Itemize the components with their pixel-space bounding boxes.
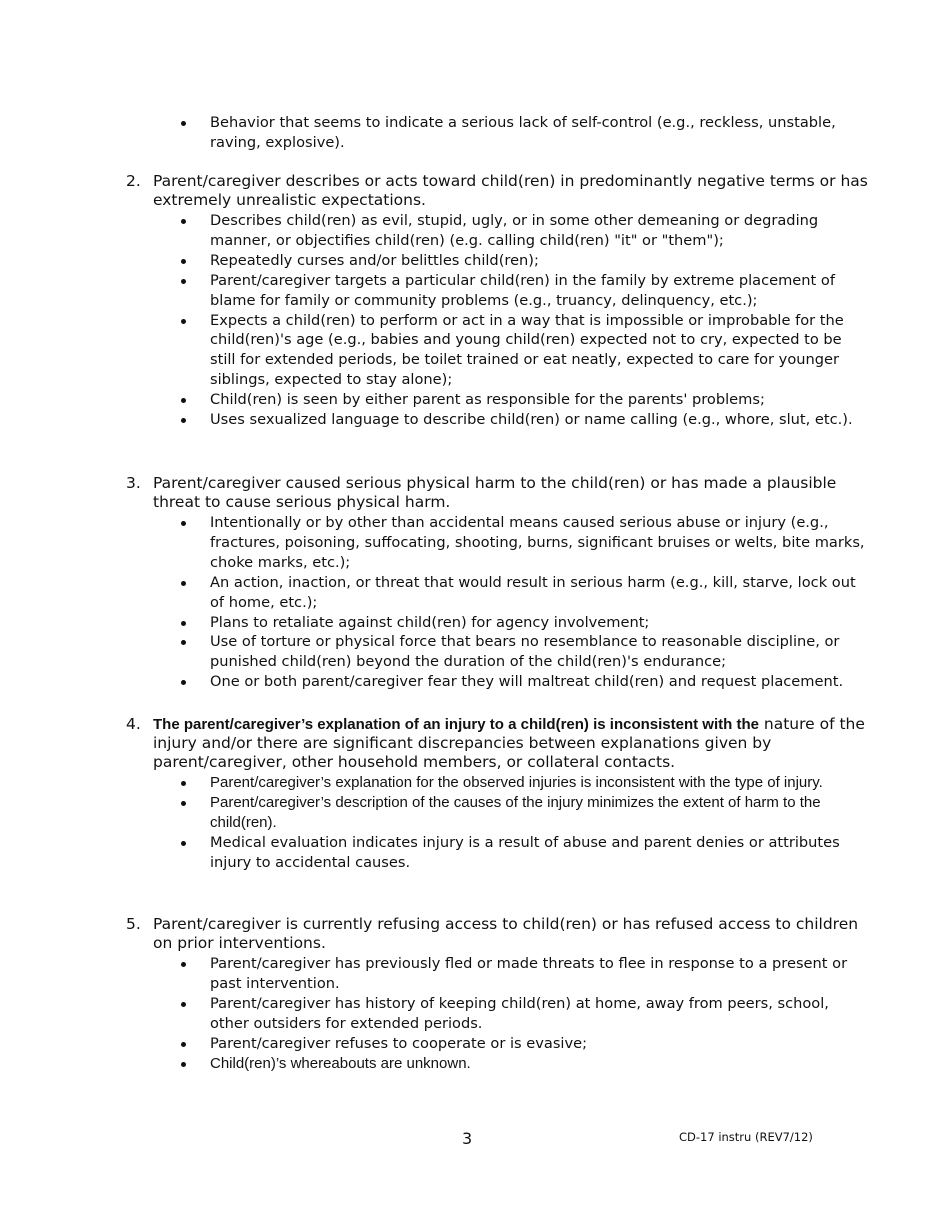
item-heading: Parent/caregiver describes or acts toward child(ren) in predominantly negative terms or has extremely unrealistic expectations.	[153, 172, 868, 209]
list-item: Parent/caregiver refuses to cooperate or is evasive;	[126, 1034, 871, 1054]
item-number: 4.	[126, 715, 141, 733]
bullet-icon	[181, 418, 186, 423]
criterion-2	[126, 172, 871, 430]
bullet-icon	[181, 521, 186, 526]
item-heading: Parent/caregiver is currently refusing access to child(ren) or has refused access to children on prior interventions.	[153, 915, 859, 952]
bullet-icon	[181, 841, 186, 846]
list-item: Parent/caregiver has previously fled or made threats to flee in response to a present or past intervention.	[126, 954, 871, 994]
criterion-3	[126, 474, 871, 692]
bullet-icon	[181, 319, 186, 324]
list-item: Expects a child(ren) to perform or act in a way that is impossible or improbable for the child(ren)'s age (e.g., babies and young child(ren) expected not to cry, expected to be still for extended periods, be toilet trained or eat neatly, expected to care for younger siblings, expected to stay alone);	[126, 311, 871, 391]
criterion-4	[126, 715, 871, 873]
criterion-5	[126, 915, 871, 1073]
item-heading	[153, 715, 871, 772]
list-item: Medical evaluation indicates injury is a result of abuse and parent denies or attributes injury to accidental causes.	[126, 833, 871, 873]
bullet-icon	[181, 962, 186, 967]
bullet-icon	[181, 581, 186, 586]
list-item: Intentionally or by other than accidental means caused serious abuse or injury (e.g., fractures, poisoning, suffocating, shooting, burns, significant bruises or welts, bite marks, choke marks, etc.);	[126, 513, 871, 573]
bullet-icon	[181, 781, 186, 786]
bullet-icon	[181, 801, 186, 806]
continued-list	[126, 113, 871, 153]
list-item: Parent/caregiver’s explanation for the observed injuries is inconsistent with the type of injury.	[126, 773, 871, 793]
list-item: Plans to retaliate against child(ren) for agency involvement;	[126, 613, 871, 633]
bullet-icon	[181, 1042, 186, 1047]
form-identifier: CD-17 instru (REV7/12)	[679, 1130, 813, 1144]
bullet-icon	[181, 1002, 186, 1007]
item-heading-rest: nature of the injury and/or there are significant discrepancies between explanations given by parent/caregiver, other household members, or collateral contacts.	[153, 715, 865, 771]
list-item: Child(ren)’s whereabouts are unknown.	[126, 1054, 871, 1074]
list-item: Use of torture or physical force that bears no resemblance to reasonable discipline, or punished child(ren) beyond the duration of the child(ren)'s endurance;	[126, 632, 871, 672]
list-item: An action, inaction, or threat that would result in serious harm (e.g., kill, starve, lock out of home, etc.);	[126, 573, 871, 613]
bullet-icon	[181, 219, 186, 224]
list-item: Child(ren) is seen by either parent as responsible for the parents' problems;	[126, 390, 871, 410]
bullet-icon	[181, 1062, 186, 1067]
list-item: Behavior that seems to indicate a serious lack of self-control (e.g., reckless, unstable, raving, explosive).	[126, 113, 871, 153]
bullet-icon	[181, 279, 186, 284]
list-item: Parent/caregiver targets a particular child(ren) in the family by extreme placement of blame for family or community problems (e.g., truancy, delinquency, etc.);	[126, 271, 871, 311]
item-number: 2.	[126, 172, 141, 190]
item-number: 3.	[126, 474, 141, 492]
bullet-icon	[181, 621, 186, 626]
page-number: 3	[462, 1129, 473, 1148]
list-item: Parent/caregiver’s description of the causes of the injury minimizes the extent of harm to the child(ren).	[126, 793, 871, 833]
list-item: Uses sexualized language to describe child(ren) or name calling (e.g., whore, slut, etc.).	[126, 410, 871, 430]
bullet-icon	[181, 680, 186, 685]
bullet-icon	[181, 259, 186, 264]
item-heading-bold: The parent/caregiver’s explanation of an injury to a child(ren) is inconsistent with the	[153, 716, 759, 733]
item-heading: Parent/caregiver caused serious physical harm to the child(ren) or has made a plausible threat to cause serious physical harm.	[153, 474, 837, 511]
list-item: Repeatedly curses and/or belittles child(ren);	[126, 251, 871, 271]
item-number: 5.	[126, 915, 141, 933]
list-item: Parent/caregiver has history of keeping child(ren) at home, away from peers, school, other outsiders for extended periods.	[126, 994, 871, 1034]
bullet-icon	[181, 121, 186, 126]
bullet-icon	[181, 398, 186, 403]
list-item: Describes child(ren) as evil, stupid, ugly, or in some other demeaning or degrading manner, or objectifies child(ren) (e.g. calling child(ren) "it" or "them");	[126, 211, 871, 251]
bullet-icon	[181, 640, 186, 645]
list-item: One or both parent/caregiver fear they will maltreat child(ren) and request placement.	[126, 672, 871, 692]
